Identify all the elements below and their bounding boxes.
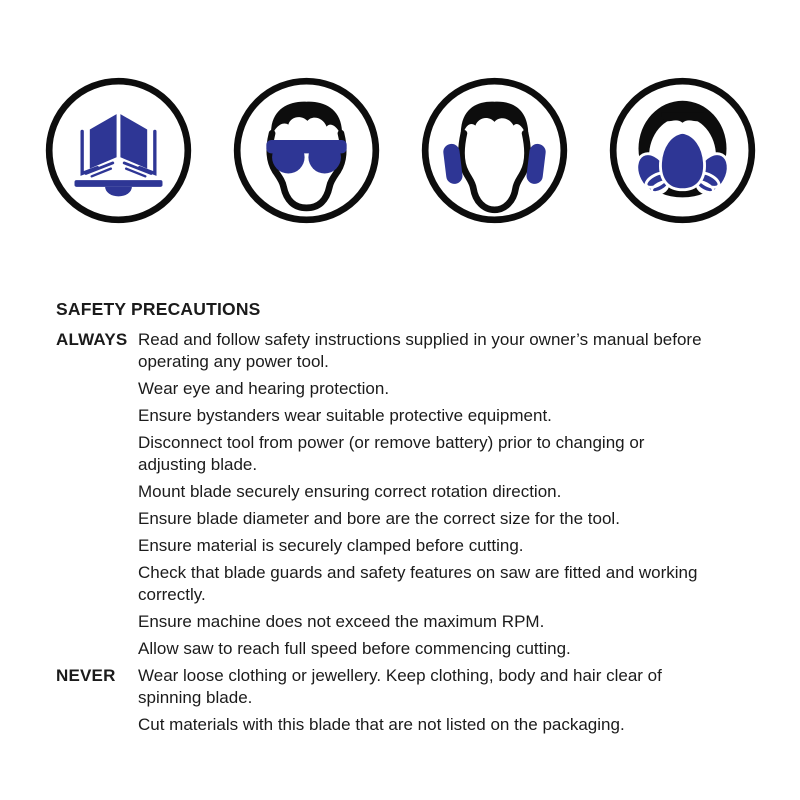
never-label: NEVER (56, 666, 116, 685)
hearing-protection-badge (418, 74, 571, 227)
safety-icons-row (0, 0, 800, 227)
rule-text: Allow saw to reach full speed before commencing cutting. (138, 639, 571, 658)
eye-protection-icon (230, 74, 383, 227)
rule-row (56, 508, 715, 530)
safety-text-section (56, 298, 715, 736)
rule-text: Mount blade securely ensuring correct rotation direction. (138, 482, 562, 501)
rule-row (56, 481, 715, 503)
rule-text: Ensure blade diameter and bore are the correct size for the tool. (138, 509, 620, 528)
rule-label-spacer (56, 535, 130, 557)
rule-label-spacer (56, 508, 130, 530)
page-title: SAFETY PRECAUTIONS (56, 299, 261, 319)
eye-protection-badge (230, 74, 383, 227)
rule-row (56, 665, 715, 709)
rule-text: Check that blade guards and safety features on saw are fitted and working correctly. (138, 563, 698, 604)
rule-label-spacer (56, 611, 130, 633)
rule-text: Read and follow safety instructions supplied in your owner’s manual before operating any power tool. (138, 330, 702, 371)
rule-row (56, 432, 715, 476)
rule-label-spacer (56, 481, 130, 503)
always-label: ALWAYS (56, 330, 128, 349)
respiratory-protection-badge (606, 74, 759, 227)
rule-row (56, 378, 715, 400)
rule-text: Wear loose clothing or jewellery. Keep clothing, body and hair clear of spinning blade. (138, 666, 662, 707)
rule-row (56, 638, 715, 660)
hearing-protection-icon (418, 74, 571, 227)
rule-row (56, 405, 715, 427)
rule-label-spacer (56, 638, 130, 660)
rule-row (56, 714, 715, 736)
rule-row (56, 535, 715, 557)
rule-text: Ensure machine does not exceed the maximum RPM. (138, 612, 545, 631)
rule-text: Cut materials with this blade that are not listed on the packaging. (138, 715, 625, 734)
rule-row (56, 611, 715, 633)
rule-text: Ensure bystanders wear suitable protective equipment. (138, 406, 552, 425)
rule-label-spacer (56, 405, 130, 427)
rule-text: Disconnect tool from power (or remove battery) prior to changing or adjusting blade. (138, 433, 645, 474)
read-manual-icon (42, 74, 195, 227)
rule-label-spacer (56, 562, 130, 606)
rule-label-spacer (56, 714, 130, 736)
rule-row (56, 562, 715, 606)
rule-label-spacer (56, 378, 130, 400)
respiratory-protection-icon (606, 74, 759, 227)
rule-row (56, 329, 715, 373)
rule-label-spacer (56, 432, 130, 476)
rule-text: Ensure material is securely clamped before cutting. (138, 536, 524, 555)
read-manual-badge (42, 74, 195, 227)
rule-text: Wear eye and hearing protection. (138, 379, 390, 398)
